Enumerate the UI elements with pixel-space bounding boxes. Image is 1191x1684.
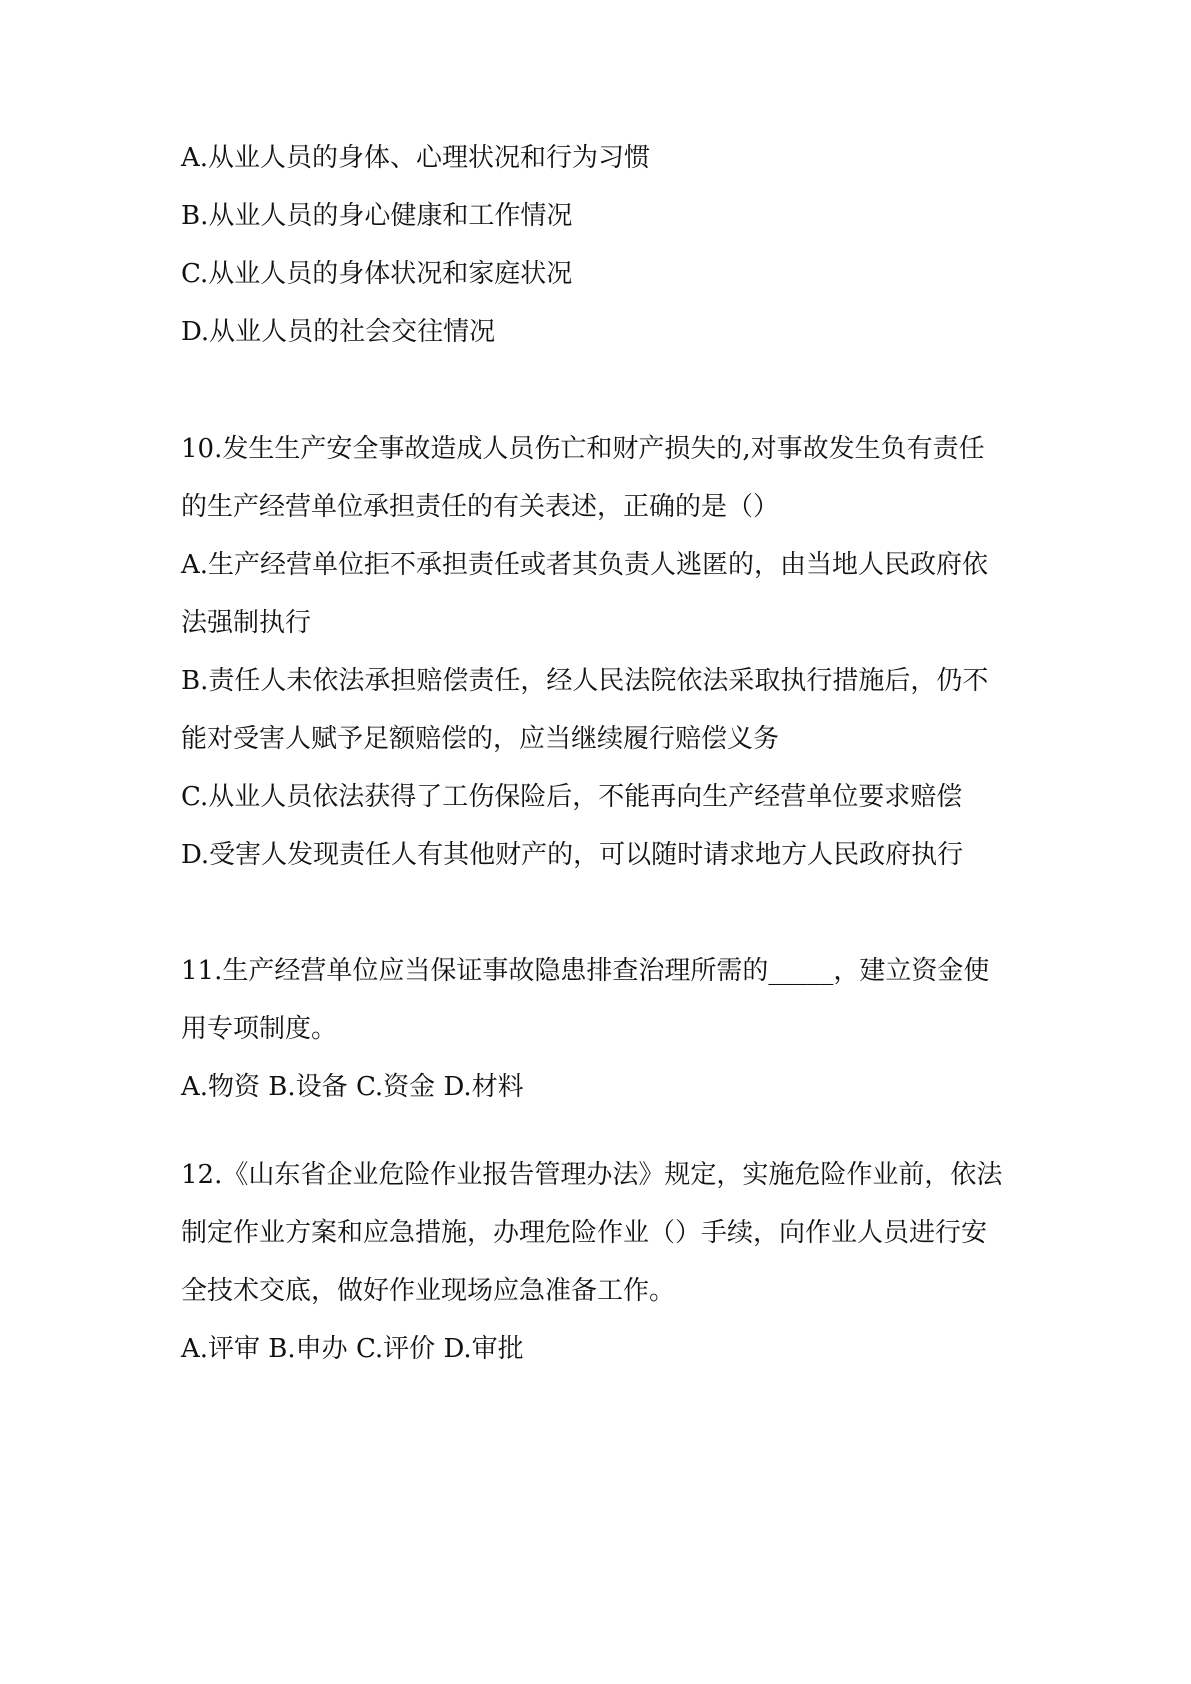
q10-stem-line-1: 10.发生生产安全事故造成人员伤亡和财产损失的,对事故发生负有责任 xyxy=(181,434,985,464)
q12-stem-line-1: 12.《山东省企业危险作业报告管理办法》规定，实施危险作业前，依法 xyxy=(181,1160,1003,1190)
q11-stem-line-2: 用专项制度。 xyxy=(181,1014,338,1044)
q10-option-a-line-1: A.生产经营单位拒不承担责任或者其负责人逃匿的，由当地人民政府依 xyxy=(181,550,989,580)
q12-stem-line-3: 全技术交底，做好作业现场应急准备工作。 xyxy=(181,1276,676,1306)
q12-options: A.评审 B.申办 C.评价 D.审批 xyxy=(181,1334,524,1364)
q9-option-b: B.从业人员的身心健康和工作情况 xyxy=(181,201,573,231)
q9-option-c: C.从业人员的身体状况和家庭状况 xyxy=(181,259,573,289)
q10-option-b-line-1: B.责任人未依法承担赔偿责任，经人民法院依法采取执行措施后，仍不 xyxy=(181,666,989,696)
q10-option-d: D.受害人发现责任人有其他财产的，可以随时请求地方人民政府执行 xyxy=(181,840,964,870)
q10-stem-line-2: 的生产经营单位承担责任的有关表述，正确的是（） xyxy=(181,492,780,522)
q10-option-b-line-2: 能对受害人赋予足额赔偿的，应当继续履行赔偿义务 xyxy=(181,724,780,754)
q11-options: A.物资 B.设备 C.资金 D.材料 xyxy=(181,1072,524,1102)
q10-option-c: C.从业人员依法获得了工伤保险后，不能再向生产经营单位要求赔偿 xyxy=(181,782,963,812)
q10-option-a-line-2: 法强制执行 xyxy=(181,608,312,638)
q12-stem-line-2: 制定作业方案和应急措施，办理危险作业（）手续，向作业人员进行安 xyxy=(181,1218,988,1248)
q9-option-a: A.从业人员的身体、心理状况和行为习惯 xyxy=(181,143,651,173)
q9-option-d: D.从业人员的社会交往情况 xyxy=(181,317,496,347)
q11-stem-line-1: 11.生产经营单位应当保证事故隐患排查治理所需的_____，建立资金使 xyxy=(181,956,990,986)
